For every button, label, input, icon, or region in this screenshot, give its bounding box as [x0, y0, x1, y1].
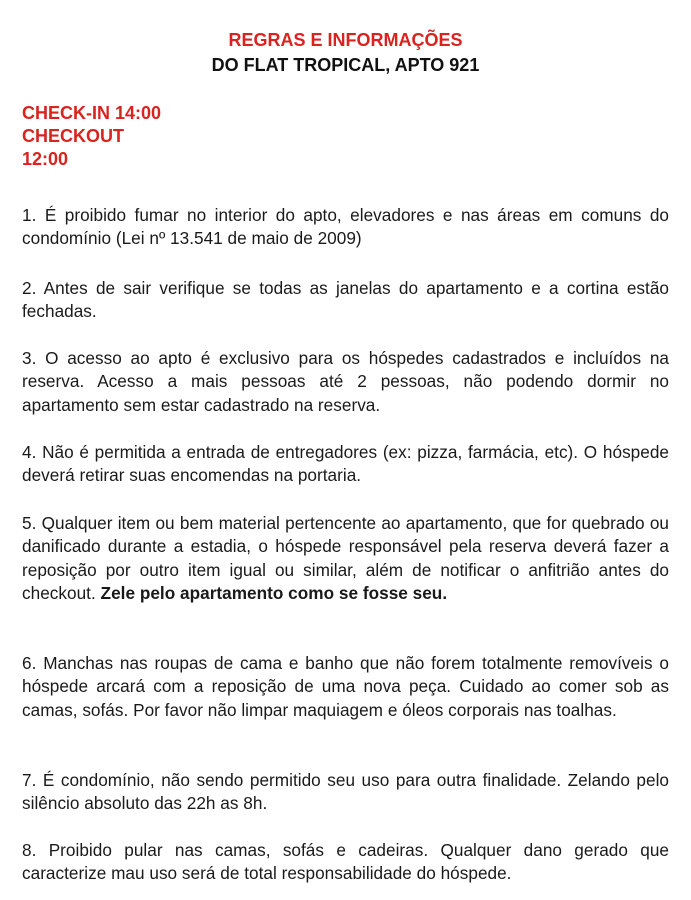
rule-8 [22, 839, 669, 886]
rule-4 [22, 441, 669, 488]
rule-text: 7. É condomínio, não sendo permitido seu uso para outra finalidade. Zelando pelo silêncio absoluto das 22h as 8h. [22, 770, 669, 814]
checkin-time: CHECK-IN 14:00 [22, 103, 162, 123]
rule-text: 8. Proibido pular nas camas, sofás e cadeiras. Qualquer dano gerado que caracterize mau uso será de total responsabilidade do hóspede. [22, 840, 669, 884]
rule-text: 3. O acesso ao apto é exclusivo para os hóspedes cadastrados e incluídos na reserva. Acesso a mais pessoas até 2 pessoas, não podendo dormir no apartamento sem estar cadastrado na reserva. [22, 348, 669, 415]
rule-text: 5. Qualquer item ou bem material pertencente ao apartamento, que for quebrado ou danificado durante a estadia, o hóspede responsável pela reserva deverá fazer a reposição por outro item igual ou similar, além de notificar o anfitrião antes do checkout. [22, 513, 669, 603]
checkin-info [22, 102, 161, 171]
rule-text: 1. É proibido fumar no interior do apto, elevadores e nas áreas em comuns do condomínio (Lei nº 13.541 de maio de 2009) [22, 205, 669, 249]
rule-emphasis: Zele pelo apartamento como se fosse seu. [100, 582, 448, 603]
rule-6 [22, 652, 669, 722]
page-subtitle: DO FLAT TROPICAL, APTO 921 [211, 55, 480, 75]
checkout-time: 12:00 [22, 149, 69, 169]
rule-7 [22, 769, 669, 816]
rule-text: 2. Antes de sair verifique se todas as janelas do apartamento e a cortina estão fechadas. [22, 278, 669, 322]
rule-text: 6. Manchas nas roupas de cama e banho que não forem totalmente removíveis o hóspede arcará com a reposição de uma nova peça. Cuidado ao comer sob as camas, sofás. Por favor não limpar maquiagem e óleos corporais nas toalhas. [22, 653, 669, 720]
rule-3 [22, 347, 669, 417]
checkout-label: CHECKOUT [22, 126, 124, 146]
rule-5 [22, 512, 669, 605]
page-title: REGRAS E INFORMAÇÕES [228, 30, 463, 50]
rule-1 [22, 204, 669, 251]
rule-text: 4. Não é permitida a entrada de entregadores (ex: pizza, farmácia, etc). O hóspede deverá retirar suas encomendas na portaria. [22, 442, 669, 486]
rule-2 [22, 277, 669, 324]
